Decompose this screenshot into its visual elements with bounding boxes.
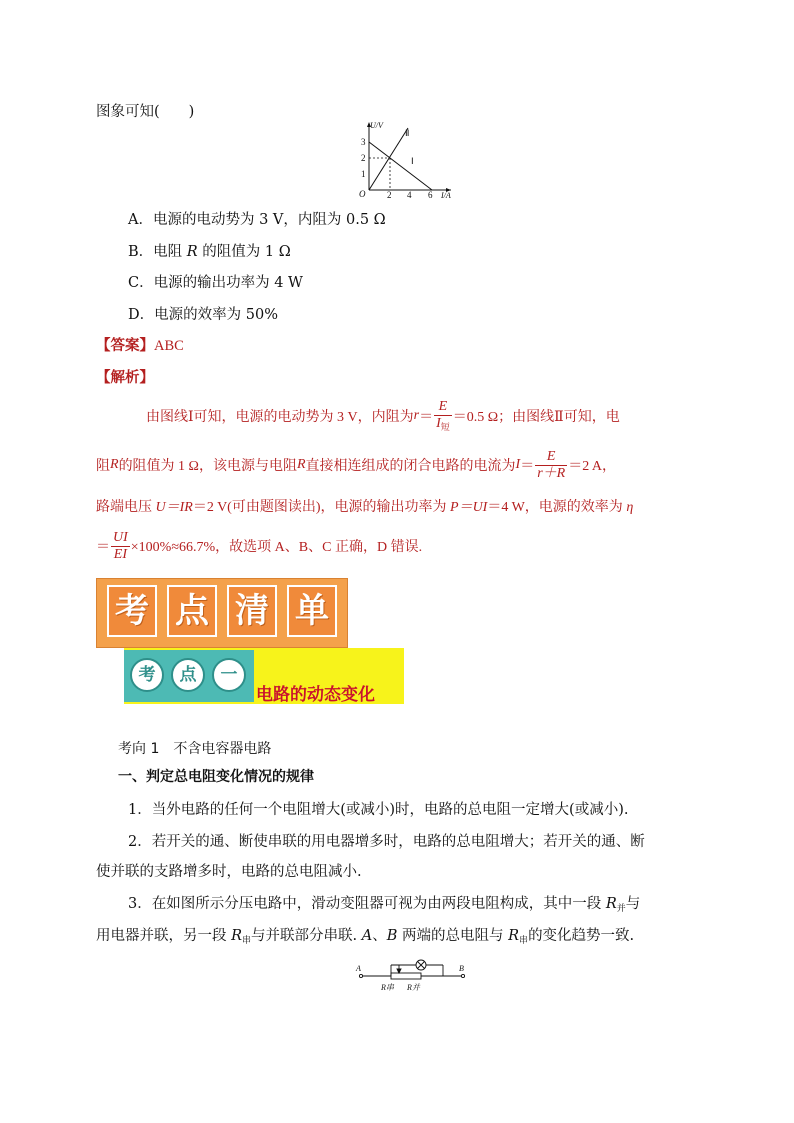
kaodian-qingdan-banner <box>96 578 348 648</box>
y-axis-label: U/V <box>370 121 383 130</box>
fraction: $\frac{UI}{EI}$ <box>113 529 128 562</box>
ui-graph <box>355 120 455 198</box>
banner-char: 点 <box>167 585 217 637</box>
rule-title: 一、判定总电阻变化情况的规律 <box>118 769 314 785</box>
y-tick: 3 <box>361 137 366 147</box>
x-axis-label: I/A <box>441 191 451 198</box>
rule-3-line-2: 用电器并联，另一段 $R_串$与并联部分串联. A、B 两端的总电阻与 $R_串$的变化趋势一致. <box>96 928 635 946</box>
y-tick: 1 <box>361 169 366 179</box>
rule-2-line-1: 2．若开关的通、断使串联的用电器增多时，电路的总电阻增大；若开关的通、断 <box>128 834 645 850</box>
badge-char: 点 <box>171 658 205 692</box>
terminal-b-label: B <box>459 964 464 973</box>
banner-char: 清 <box>227 585 277 637</box>
section-heading: 电路的动态变化 <box>256 685 375 705</box>
analysis-label: 【解析】 <box>96 369 154 386</box>
answer-value: ABC <box>154 338 184 354</box>
y-tick: 2 <box>361 153 366 163</box>
badge-char: 考 <box>130 658 164 692</box>
option-b: B．电阻 R 的阻值为 1 Ω <box>128 244 291 260</box>
line-label-i: Ⅰ <box>411 156 414 166</box>
rule-3-line-1: 3．在如图所示分压电路中，滑动变阻器可视为由两段电阻构成，其中一段 $R_并$与 <box>128 896 641 914</box>
resistor-parallel-label: R并 <box>407 983 420 992</box>
banner-char: 单 <box>287 585 337 637</box>
banner-char: 考 <box>107 585 157 637</box>
fraction: $\frac{E}{r+R}$ <box>537 448 566 481</box>
x-tick: 2 <box>387 190 392 198</box>
line-label-ii: Ⅱ <box>405 128 410 138</box>
direction-title: 考向 1 不含电容器电路 <box>118 741 272 757</box>
x-tick: 4 <box>407 190 412 198</box>
rule-2-line-2: 使并联的支路增多时，电路的总电阻减小. <box>96 864 362 880</box>
kaodian-badge <box>124 650 254 702</box>
answer-label: 【答案】 <box>96 337 154 354</box>
analysis-line-2: 阻 R 的阻值为 1 Ω，该电源与电阻 R 直接相连组成的闭合电路的电流为 I ＝ $\frac{E}{r+R}$ ＝2 A， <box>96 448 617 481</box>
rule-1: 1．当外电路的任何一个电阻增大(或减小)时，电路的总电阻一定增大(或减小). <box>128 802 629 818</box>
fraction: $\frac{E}{I_短}$ <box>436 399 450 432</box>
analysis-line-3: 路端电压 U＝IR＝2 V(可由题图读出)，电源的输出功率为 P＝UI＝4 W，电源的效率为 η <box>96 500 634 515</box>
divider-circuit-diagram <box>355 955 475 995</box>
option-c: C．电源的输出功率为 4 W <box>128 275 303 291</box>
terminal-a-label: A <box>356 964 361 973</box>
option-a: A．电源的电动势为 3 V，内阻为 0.5 Ω <box>128 212 386 228</box>
analysis-line-1: 由图线Ⅰ可知，电源的电动势为 3 V，内阻为 r ＝ $\frac{E}{I_短}$ ＝0.5 Ω；由图线Ⅱ可知，电 <box>146 399 620 432</box>
question-intro: 图象可知( ) <box>96 104 195 120</box>
option-d: D．电源的效率为 50% <box>128 307 278 323</box>
badge-char: 一 <box>212 658 246 692</box>
origin-label: O <box>359 189 366 198</box>
x-tick: 6 <box>428 190 433 198</box>
resistor-series-label: R串 <box>381 983 394 992</box>
answer-line <box>96 334 184 355</box>
analysis-line-4: ＝ $\frac{UI}{EI}$ ×100%≈66.7%，故选项 A、B、C 正确，D 错误. <box>96 529 423 562</box>
